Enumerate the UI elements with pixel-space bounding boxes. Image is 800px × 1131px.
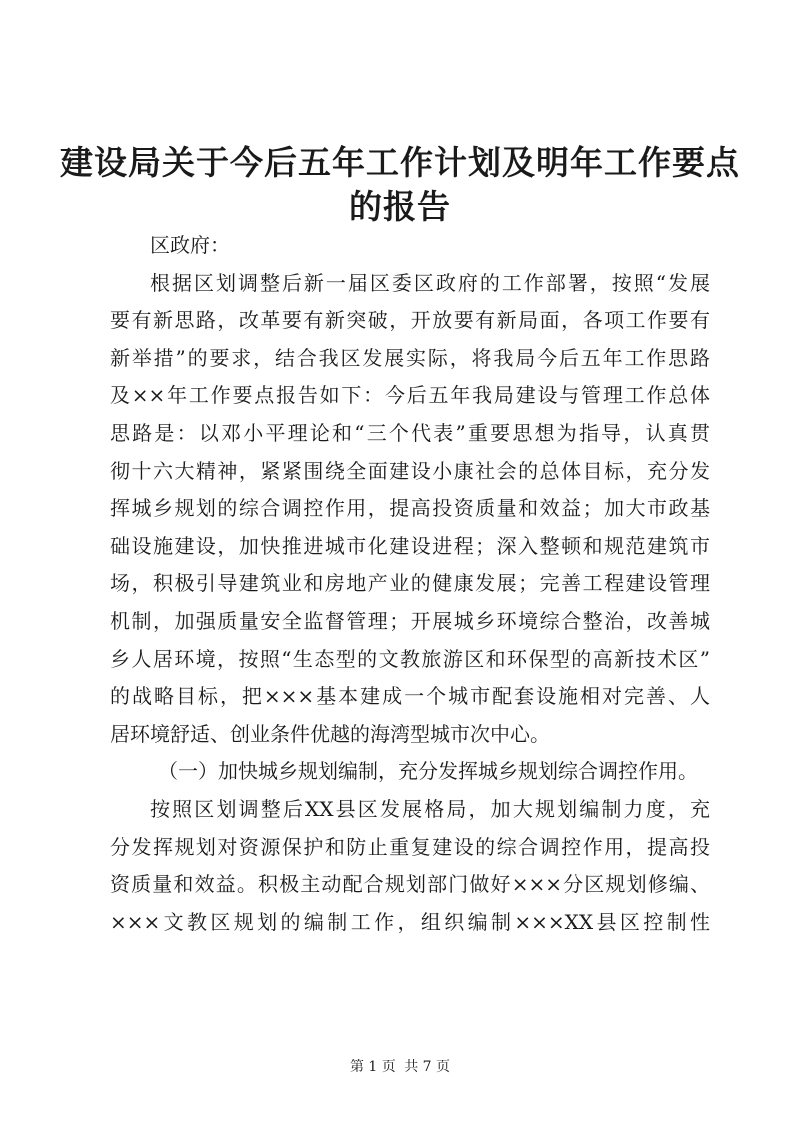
- paragraph-1-line: 居环境舒适、创业条件优越的海湾型城市次中心。: [110, 721, 550, 746]
- paragraph-1-line: 础设施建设，加快推进城市化建设进程；深入整顿和规范建筑市: [110, 533, 710, 558]
- paragraph-1-line: 的战略目标，把×××基本建成一个城市配套设施相对完善、人: [110, 684, 710, 709]
- paragraph-2-line: 资质量和效益。积极主动配合规划部门做好×××分区规划修编、: [110, 872, 710, 897]
- page-number: 第 1 页: [349, 1059, 396, 1075]
- paragraph-1-line: 机制，加强质量安全监督管理；开展城乡环境综合整治，改善城: [110, 608, 710, 633]
- paragraph-1-line: 思路是：以邓小平理论和“三个代表”重要思想为指导，认真贯: [110, 420, 710, 445]
- paragraph-2-line: 按照区划调整后XX县区发展格局，加大规划编制力度，充: [150, 796, 710, 821]
- paragraph-1-line: 场，积极引导建筑业和房地产业的健康发展；完善工程建设管理: [110, 571, 710, 596]
- section-1-heading: （一）加快城乡规划编制，充分发挥城乡规划综合调控作用。: [158, 759, 698, 784]
- page-total: 共 7 页: [404, 1059, 451, 1075]
- document-title-line-1: 建设局关于今后五年工作计划及明年工作要点: [60, 143, 740, 182]
- paragraph-1-line: 及××年工作要点报告如下：今后五年我局建设与管理工作总体: [110, 383, 710, 408]
- paragraph-1-line: 乡人居环境，按照“生态型的文教旅游区和环保型的高新技术区”: [110, 646, 710, 671]
- paragraph-1-line: 挥城乡规划的综合调控作用，提高投资质量和效益；加大市政基: [110, 496, 710, 521]
- paragraph-2-line: ×××文教区规划的编制工作，组织编制×××XX县区控制性: [110, 909, 710, 934]
- paragraph-2-line: 分发挥规划对资源保护和防止重复建设的综合调控作用，提高投: [110, 834, 710, 859]
- paragraph-1-line: 根据区划调整后新一届区委区政府的工作部署，按照“发展: [150, 270, 710, 295]
- document-title-line-2: 的报告: [349, 187, 451, 226]
- page-footer: [0, 1056, 800, 1076]
- paragraph-1-line: 新举措”的要求，结合我区发展实际，将我局今后五年工作思路: [110, 345, 710, 370]
- document-body: [110, 227, 710, 941]
- paragraph-1-line: 彻十六大精神，紧紧围绕全面建设小康社会的总体目标，充分发: [110, 458, 710, 483]
- paragraph-1-line: 要有新思路，改革要有新突破，开放要有新局面，各项工作要有: [110, 308, 710, 333]
- salutation: 区政府：: [150, 233, 230, 257]
